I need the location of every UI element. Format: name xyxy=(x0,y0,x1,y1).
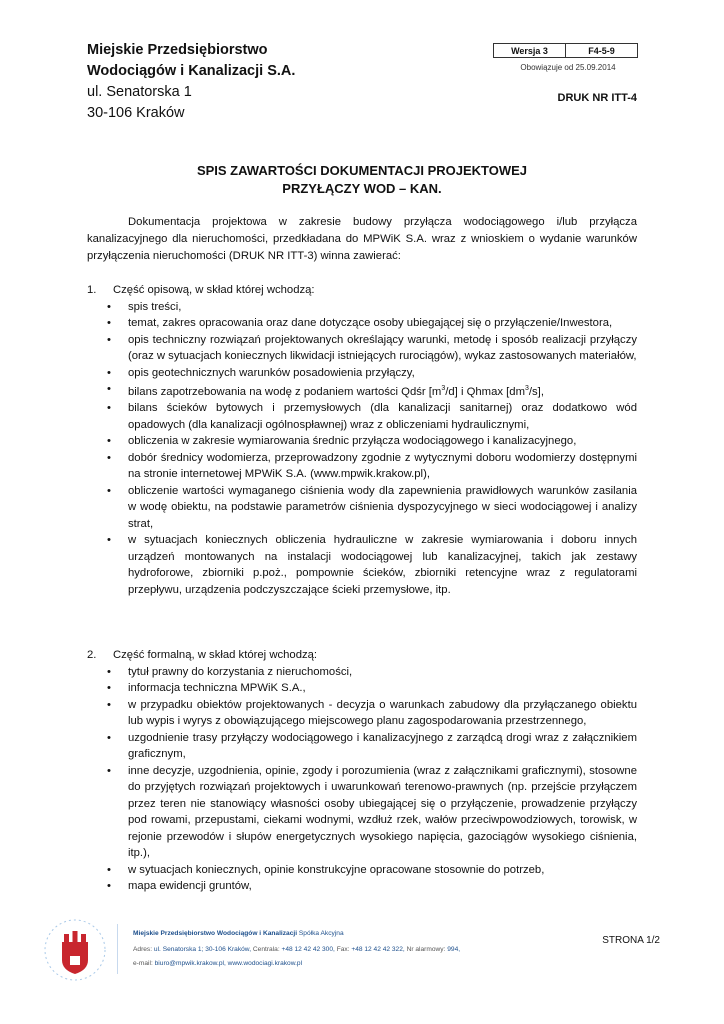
list-item-text: spis treści, xyxy=(128,300,182,313)
section-title: Część opisową, w skład której wchodzą: xyxy=(113,284,315,296)
bullet-icon: • xyxy=(107,300,111,313)
version-table xyxy=(493,43,638,58)
bullet-icon: • xyxy=(107,451,111,464)
list-item-text: bilans zapotrzebowania na wodę z podaniem wartości Qdśr $[m^3/d]$ i Qhmax $[dm^3/s]$, xyxy=(128,385,544,398)
section-number: 2. xyxy=(87,649,97,661)
list-item xyxy=(87,680,637,697)
section-number: 1. xyxy=(87,284,97,296)
bullet-icon: • xyxy=(107,698,111,711)
footer-company: Miejskie Przedsiębiorstwo Wodociągów i Kanalizacji xyxy=(133,930,298,937)
list-item-text: obliczenia w zakresie wymiarowania średnic przyłącza wodociągowego i kanalizacyjnego, xyxy=(128,435,577,448)
bullet-icon: • xyxy=(107,333,111,346)
list-item xyxy=(87,315,637,332)
section-heading xyxy=(87,282,637,299)
footer-alarm: 994, xyxy=(447,946,461,953)
bullet-icon: • xyxy=(107,665,111,678)
bullet-icon: • xyxy=(107,880,111,892)
footer-email-label: e-mail: xyxy=(133,960,153,967)
footer-address: ul. Senatorska 1; 30-106 Kraków, xyxy=(153,946,252,953)
form-code: F4-5-9 xyxy=(566,44,638,58)
title-line1: SPIS ZAWARTOŚCI DOKUMENTACJI PROJEKTOWEJ xyxy=(196,163,528,178)
valid-from: Obowiązuje od 25.09.2014 xyxy=(520,63,616,72)
list-item xyxy=(87,532,637,598)
list-item xyxy=(87,763,637,862)
company-city: 30-106 Kraków xyxy=(87,105,185,121)
company-logo xyxy=(40,912,110,992)
intro-paragraph: Dokumentacja projektowa w zakresie budowy przyłącza wodociągowego i/lub przyłącza kanalizacyjnego dla nieruchomości, przedkładana do MPWiK S.A. wraz z wnioskiem o wydanie warunków przyłączenia nieruchomości (DRUK NR ITT-3) winna zawierać: xyxy=(87,216,637,262)
list-item-text: w sytuacjach koniecznych, opinie konstrukcyjne opracowane stosownie do potrzeb, xyxy=(128,863,545,876)
list-item-text: uzgodnienie trasy przyłączy wodociągowego i kanalizacyjnego z zarządcą drogi wraz z załącznikiem graficznym, xyxy=(128,731,637,760)
section-heading xyxy=(87,647,637,664)
list-item-text: opis geotechnicznych warunków posadowienia przyłączy, xyxy=(128,366,415,379)
footer-alarm-label: Nr alarmowy: xyxy=(406,946,446,953)
bullet-icon: • xyxy=(107,383,111,395)
list-item-text: obliczenie wartości wymaganego ciśnienia wody dla zapewnienia prawidłowych warunków zasilania w wodę obiektu, na podstawie parametrów ciśnienia dyspozycyjnego w sieci wodociągowej i analizy strat, xyxy=(128,484,637,530)
bullet-icon: • xyxy=(107,731,111,744)
list-item xyxy=(87,664,637,681)
footer-email: biuro@mpwik.krakow.pl, www.wodociagi.krakow.pl xyxy=(154,960,303,967)
list-item xyxy=(87,697,637,730)
footer-address-label: Adres: xyxy=(133,946,153,953)
company-name-line2: Wodociągów i Kanalizacji S.A. xyxy=(87,63,296,79)
list-item-text: bilans ścieków bytowych i przemysłowych (dla kanalizacji sanitarnej) oraz dodatkowo wód opadowych (dla kanalizacji ogólnospławnej) wraz z obliczeniami hydraulicznymi, xyxy=(128,402,637,431)
footer-central-label: Centrala: xyxy=(252,946,280,953)
list-item-text: temat, zakres opracowania oraz dane dotyczące osoby ubiegającej się o przyłączenie/Inwestora, xyxy=(128,317,613,329)
bullet-icon: • xyxy=(107,764,111,777)
list-item xyxy=(87,483,637,533)
list-item-text: w sytuacjach koniecznych obliczenia hydrauliczne w zakresie wymiarowania i doboru innych urządzeń montowanych na instalacji wodociągowej lub kanalizacyjnej, takich jak zestawy hydroforowe, zbiorniki p.poż., pompownie ścieków, zbiorniki retencyjne wraz z regulatorami przepływu, urządzenia podczyszczające ścieki przemysłowe, itp. xyxy=(128,534,637,596)
section-list xyxy=(87,664,637,895)
company-header xyxy=(87,40,295,124)
list-item-text: opis techniczny rozwiązań projektowanych określający warunki, metodę i sposób realizacji przyłączy (oraz w sytuacjach koniecznych likwidacji istniejących rurociągów), wykaz zastosowanych materiałów, xyxy=(128,333,637,362)
bullet-icon: • xyxy=(107,863,111,876)
footer-central: +48 12 42 42 300, xyxy=(281,946,335,953)
document-title xyxy=(87,162,637,198)
list-item xyxy=(87,299,637,316)
footer-contact-line xyxy=(133,960,302,967)
company-name-line1: Miejskie Przedsiębiorstwo xyxy=(87,42,268,58)
title-line2: PRZYŁĄCZY WOD – KAN. xyxy=(282,181,442,196)
list-item-text: w przypadku obiektów projektowanych - decyzja o warunkach zabudowy dla przyłączanego obiektu lub wypis i wyrys z obowiązującego miejscowego planu zagospodarowania przestrzennego, xyxy=(128,698,637,727)
list-item xyxy=(87,332,637,365)
list-item xyxy=(87,381,637,400)
footer-company-suffix: Spółka Akcyjna xyxy=(298,930,344,937)
list-item-text: inne decyzje, uzgodnienia, opinie, zgody i porozumienia (wraz z załącznikami graficznymi), stosowne do przyjętych rozwiązań projektowych i uwarunkowań terenowo-prawnych (np. przejście przyłączem przez teren nie stanowiący własności osoby ubiegającej się o przyłączenie, prowadzenie przyłączy pod rowami, przepustami, ciekami wodnymi, wzdłuż rzek, wałów przeciwpowodziowych, torowisk, w rejonie przewodów i słupów energetycznych wysokiego napięcia, gazociągów wysokiego ciśnienia, itp.), xyxy=(128,764,637,859)
footer-divider xyxy=(117,924,118,974)
section-title: Część formalną, w skład której wchodzą: xyxy=(113,649,318,661)
list-item xyxy=(87,862,637,879)
druk-number: DRUK NR ITT-4 xyxy=(557,92,637,104)
list-item xyxy=(87,450,637,483)
footer-fax-label: Fax: xyxy=(336,946,350,953)
company-street: ul. Senatorska 1 xyxy=(87,84,192,100)
bullet-icon: • xyxy=(107,435,111,448)
list-item-text: dobór średnicy wodomierza, przeprowadzony zgodnie z wytycznymi doboru wodomierzy dostępnymi na stronie internetowej MPWiK S.A. (www.mpwik.krakow.pl), xyxy=(128,451,637,481)
bullet-icon: • xyxy=(107,402,111,415)
section-formal xyxy=(87,647,637,895)
list-item-text: informacja techniczna MPWiK S.A., xyxy=(128,682,306,694)
list-item-text: tytuł prawny do korzystania z nieruchomości, xyxy=(128,665,353,678)
section-descriptive xyxy=(87,282,637,598)
footer-company-line xyxy=(133,930,344,937)
version-label: Wersja 3 xyxy=(494,44,566,58)
section-list xyxy=(87,299,637,599)
list-item xyxy=(87,730,637,763)
page-number: STRONA 1/2 xyxy=(602,935,660,946)
footer-address-line xyxy=(133,946,460,953)
bullet-icon: • xyxy=(107,484,111,497)
bullet-icon: • xyxy=(107,317,111,329)
list-item-text: mapa ewidencji gruntów, xyxy=(128,880,252,892)
list-item xyxy=(87,400,637,433)
list-item xyxy=(87,878,637,895)
bullet-icon: • xyxy=(107,534,111,547)
bullet-icon: • xyxy=(107,682,111,694)
list-item xyxy=(87,365,637,382)
footer-fax: +48 12 42 42 322, xyxy=(351,946,405,953)
bullet-icon: • xyxy=(107,366,111,379)
list-item xyxy=(87,433,637,450)
